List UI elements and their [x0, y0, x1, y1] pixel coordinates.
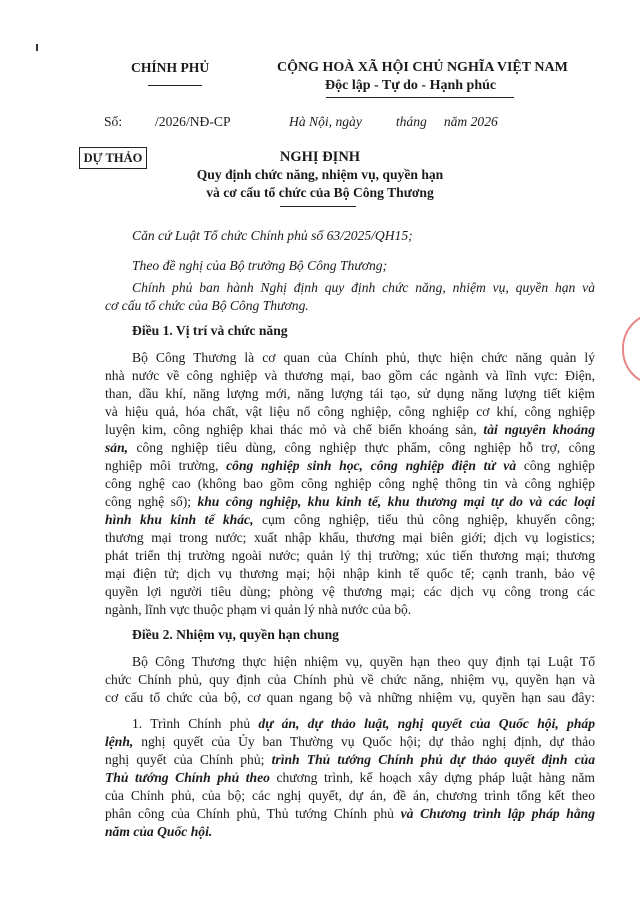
- article-1-line: phát triển thị trường ngoài nước; quản lý thị trường; xúc tiến thương mại; thương: [105, 548, 595, 563]
- article-1-heading: Điều 1. Vị trí và chức năng: [132, 323, 288, 338]
- article-1-text: luyện kim, công nghiệp khai thác mỏ và chế biến khoáng sản,: [105, 422, 484, 437]
- article-1-emphasis: công nghiệp sinh học, công nghiệp điện tử và: [226, 458, 517, 473]
- red-seal-edge: [622, 312, 640, 386]
- place-and-date: Hà Nội, ngày tháng năm 2026: [289, 114, 498, 129]
- document-number-label: Số:: [104, 114, 123, 129]
- clause-1-emphasis: dự án, dự thảo luật, nghị quyết của Quốc hội, pháp: [258, 716, 595, 731]
- draft-label: DỰ THẢO: [79, 147, 147, 169]
- article-1-emphasis: khu công nghiệp, khu kinh tế, khu thương mại tự do và các loại: [197, 494, 595, 509]
- clause-1-text: nghị quyết của Ủy ban Thường vụ Quốc hội; dự thảo nghị định, dự thảo: [133, 734, 595, 749]
- article-1-line: [105, 493, 595, 511]
- clause-1-text: 1. Trình Chính phủ: [132, 716, 259, 731]
- article-1-line: thương mại trong nước; xuất nhập khẩu, thương mại biên giới; dịch vụ logistics;: [105, 530, 595, 545]
- clause-1-line: [105, 733, 595, 751]
- clause-1-emphasis: Thủ tướng Chính phủ theo: [105, 770, 270, 785]
- article-1-emphasis: hình khu kinh tế khác,: [105, 512, 254, 527]
- legal-basis: Căn cứ Luật Tổ chức Chính phủ số 63/2025/QH15;: [132, 228, 413, 243]
- clause-1-emphasis: lệnh,: [105, 734, 134, 749]
- issuing-body: CHÍNH PHỦ: [131, 60, 210, 75]
- article-1-line: [105, 439, 595, 457]
- article-1-text: nghiệp môi trường,: [105, 458, 227, 473]
- article-2-line: cơ cấu tổ chức của bộ, cơ quan ngang bộ và những nhiệm vụ, quyền hạn sau đây:: [105, 690, 595, 705]
- clause-1-line: [105, 751, 595, 769]
- article-1-line: và hiệu quả, hóa chất, vật liệu nổ công nghiệp, công nghiệp cơ khí, công nghiệp: [105, 404, 595, 419]
- article-1-line: [105, 511, 595, 529]
- article-1-line: nhà nước về công nghiệp và thương mại, bao gồm các ngành và lĩnh vực: Điện,: [105, 368, 595, 383]
- clause-1-line: [105, 769, 595, 787]
- article-1-line: ngành, lĩnh vực thuộc phạm vi quản lý nhà nước của bộ.: [105, 602, 412, 617]
- article-1-line: than, dầu khí, năng lượng mới, năng lượng tái tạo, sử dụng năng lượng tiết kiệm: [105, 386, 595, 401]
- document-title-line-1: Quy định chức năng, nhiệm vụ, quyền hạn: [196, 167, 444, 182]
- motto-underline: [326, 97, 514, 98]
- document-title-line-2: và cơ cấu tổ chức của Bộ Công Thương: [206, 185, 434, 200]
- article-1-emphasis: sản,: [105, 440, 129, 455]
- scan-mark: [36, 44, 38, 51]
- article-1-text: công nghệ số);: [105, 494, 198, 509]
- national-title: CỘNG HOÀ XÃ HỘI CHỦ NGHĨA VIỆT NAM: [277, 60, 568, 75]
- clause-1-line: [132, 715, 595, 733]
- article-1-line: [105, 421, 595, 439]
- national-motto: Độc lập - Tự do - Hạnh phúc: [325, 78, 497, 93]
- article-1-line: Bộ Công Thương là cơ quan của Chính phủ, thực hiện chức năng quản lý: [132, 350, 595, 365]
- clause-1-text: nghị quyết của Chính phủ;: [105, 752, 272, 767]
- article-2-line: Bộ Công Thương thực hiện nhiệm vụ, quyền hạn theo quy định tại Luật Tổ: [132, 654, 595, 669]
- proposal-basis: Theo đề nghị của Bộ trưởng Bộ Công Thương;: [132, 258, 388, 273]
- issuing-body-underline: [148, 85, 202, 86]
- article-1-line: quyền lợi người tiêu dùng; phòng vệ thương mại; các dịch vụ công trong các: [105, 584, 595, 599]
- title-underline: [280, 206, 356, 207]
- clause-1-emphasis: trình Thủ tướng Chính phủ dự thảo quyết định của: [271, 752, 595, 767]
- clause-1-line: năm của Quốc hội.: [105, 824, 213, 839]
- article-2-line: chức Chính phủ, quy định của Chính phủ về chức năng, nhiệm vụ, quyền hạn và: [105, 672, 595, 687]
- clause-1-text: chương trình, kế hoạch xây dựng pháp luật hàng năm: [269, 770, 595, 785]
- article-1-text: cụm công nghiệp, tiểu thủ công nghiệp, khuyến công;: [253, 512, 595, 527]
- clause-1-line: [105, 805, 595, 823]
- article-1-line: [105, 457, 595, 475]
- article-1-text: công nghiệp: [516, 458, 595, 473]
- clause-1-text: phân công của Chính phủ, Thủ tướng Chính phủ: [105, 806, 401, 821]
- article-2-heading: Điều 2. Nhiệm vụ, quyền hạn chung: [132, 627, 339, 642]
- clause-1-emphasis: và Chương trình lập pháp hằng: [400, 806, 596, 821]
- promulgation-line-1: Chính phủ ban hành Nghị định quy định chức năng, nhiệm vụ, quyền hạn và: [132, 280, 595, 295]
- clause-1-line: của Chính phủ, của bộ; các nghị quyết, dự án, đề án, chương trình tổng kết theo: [105, 788, 595, 803]
- document-number: /2026/NĐ-CP: [155, 114, 231, 129]
- promulgation-line-2: cơ cấu tổ chức của Bộ Công Thương.: [105, 298, 309, 313]
- article-1-text: công nghiệp tiêu dùng, công nghiệp thực phẩm, công nghiệp hỗ trợ, công: [128, 440, 595, 455]
- article-1-emphasis: tài nguyên khoáng: [483, 422, 595, 437]
- document-type: NGHỊ ĐỊNH: [279, 149, 361, 165]
- article-1-line: công nghệ cao (không bao gồm công nghiệp công nghệ thông tin và công nghiệp: [105, 476, 595, 491]
- article-1-line: mại điện tử; dịch vụ thương mại; hội nhập kinh tế quốc tế; cạnh tranh, bảo vệ: [105, 566, 595, 581]
